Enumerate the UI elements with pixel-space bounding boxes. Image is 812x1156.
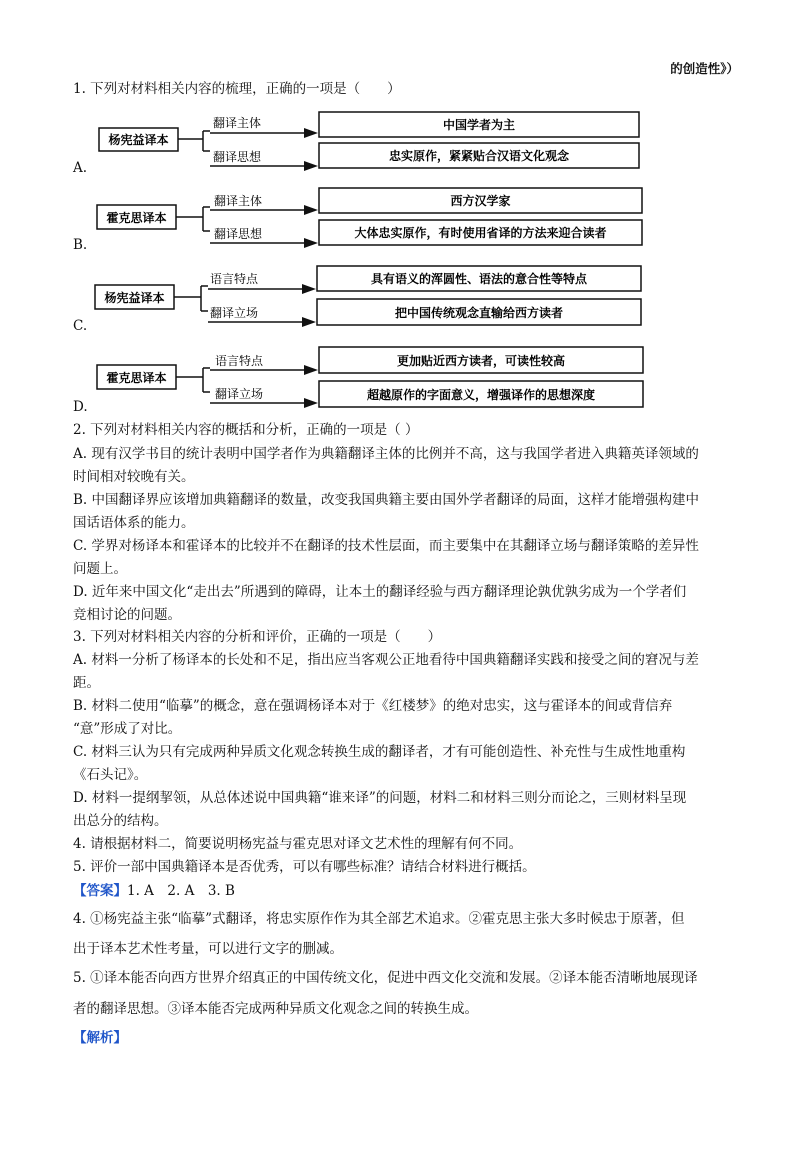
diagram-c-box-1: 具有语义的浑圆性、语法的意合性等特点 (370, 272, 588, 286)
q2-option-c-line2: 问题上。 (73, 561, 127, 577)
answer-5-line1: 5. ①译本能否向西方世界介绍真正的中国传统文化，促进中西文化交流和发展。②译本能否清晰地展现译 (73, 970, 698, 986)
diagram-b-label-1: 翻译主体 (214, 194, 263, 208)
diagram-b (97, 188, 642, 248)
q1-stem: 1. 下列对材料相关内容的梳理，正确的一项是（ ） (73, 81, 401, 97)
diagram-c-root: 杨宪益译本 (104, 291, 165, 305)
q3-option-a-line1: A. 材料一分析了杨译本的长处和不足，指出应当客观公正地看待中国典籍翻译实践和接受之间的窘况与差 (73, 652, 699, 668)
diagram-c-label-1: 语言特点 (210, 272, 259, 286)
diagram-d-box-1: 更加贴近西方读者，可读性较高 (396, 354, 566, 368)
q2-option-d-line2: 竞相讨论的问题。 (73, 607, 181, 623)
q1-option-b-letter: B. (73, 237, 88, 253)
q2-option-b-line2: 国话语体系的能力。 (73, 515, 195, 531)
diagram-c (95, 266, 641, 327)
q3-option-d-line1: D. 材料一提纲挈领，从总体述说中国典籍“谁来译”的问题，材料二和材料三则分而论之，三则材料呈现 (73, 790, 687, 806)
diagram-d-label-1: 语言特点 (215, 354, 264, 368)
q3-option-b-line2: “意”形成了对比。 (73, 721, 182, 737)
diagram-d (97, 347, 643, 408)
q2-option-a-line2: 时间相对较晚有关。 (73, 469, 195, 485)
diagram-d-box-2: 超越原作的字面意义，增强译作的思想深度 (366, 388, 596, 402)
analysis-tag: 【解析】 (73, 1030, 127, 1046)
q3-option-c-line1: C. 材料三认为只有完成两种异质文化观念转换生成的翻译者，才有可能创造性、补充性与生成性地重构 (73, 744, 686, 760)
diagram-a-root: 杨宪益译本 (108, 133, 169, 147)
answer-tag: 【答案】 (73, 883, 127, 899)
answer-4-line1: 4. ①杨宪益主张“临摹”式翻译，将忠实原作作为其全部艺术追求。②霍克思主张大多时候忠于原著，但 (73, 911, 685, 927)
diagram-a-label-2: 翻译思想 (213, 150, 262, 164)
q2-option-b-line1: B. 中国翻译界应该增加典籍翻译的数量，改变我国典籍主要由国外学者翻译的局面，这样才能增强构建中 (73, 492, 700, 508)
diagram-a (99, 112, 639, 171)
q3-stem: 3. 下列对材料相关内容的分析和评价，正确的一项是（ ） (73, 629, 442, 645)
q3-option-d-line2: 出总分的结构。 (73, 813, 168, 829)
diagram-b-box-1: 西方汉学家 (450, 194, 511, 208)
q5-stem: 5. 评价一部中国典籍译本是否优秀，可以有哪些标准？请结合材料进行概括。 (73, 859, 536, 875)
q3-option-c-line2: 《石头记》。 (73, 767, 148, 783)
q1-option-c-letter: C. (73, 318, 88, 334)
header-fragment: 的创造性》） (670, 61, 739, 76)
q2-option-c-line1: C. 学界对杨译本和霍译本的比较并不在翻译的技术性层面，而主要集中在其翻译立场与翻译策略的差异性 (73, 538, 699, 554)
diagram-b-root: 霍克思译本 (106, 211, 167, 225)
q1-option-d-letter: D. (73, 399, 88, 415)
diagram-b-box-2: 大体忠实原作，有时使用省译的方法来迎合读者 (354, 226, 607, 240)
q1-diagrams (0, 0, 812, 420)
q2-option-a-line1: A. 现有汉学书目的统计表明中国学者作为典籍翻译主体的比例并不高，这与我国学者进入典籍英译领域的 (73, 446, 699, 462)
diagram-d-root: 霍克思译本 (106, 371, 167, 385)
q3-option-a-line2: 距。 (73, 675, 100, 691)
q3-option-b-line1: B. 材料二使用“临摹”的概念，意在强调杨译本对于《红楼梦》的绝对忠实，这与霍译本的间或背信弃 (73, 698, 673, 714)
diagram-c-box-2: 把中国传统观念直输给西方读者 (394, 306, 564, 320)
q1-option-a-letter: A. (73, 160, 88, 176)
answer-5-line2: 者的翻译思想。③译本能否完成两种异质文化观念之间的转换生成。 (73, 1001, 478, 1017)
answer-4-line2: 出于译本艺术性考量，可以进行文字的删减。 (73, 941, 343, 957)
diagram-a-box-1: 中国学者为主 (442, 118, 516, 132)
diagram-c-label-2: 翻译立场 (210, 306, 259, 320)
q2-option-d-line1: D. 近年来中国文化“走出去”所遇到的障碍，让本土的翻译经验与西方翻译理论孰优孰劣成为一个学者们 (73, 584, 687, 600)
q4-stem: 4. 请根据材料二，简要说明杨宪益与霍克思对译文艺术性的理解有何不同。 (73, 836, 523, 852)
answer-mc: 1. A 2. A 3. B (127, 883, 235, 899)
diagram-a-box-2: 忠实原作，紧紧贴合汉语文化观念 (388, 149, 570, 163)
answer-row (73, 883, 235, 899)
diagram-d-label-2: 翻译立场 (215, 387, 264, 401)
q2-stem: 2. 下列对材料相关内容的概括和分析，正确的一项是（ ） (73, 422, 419, 438)
diagram-a-label-1: 翻译主体 (213, 116, 262, 130)
diagram-b-label-2: 翻译思想 (214, 227, 263, 241)
